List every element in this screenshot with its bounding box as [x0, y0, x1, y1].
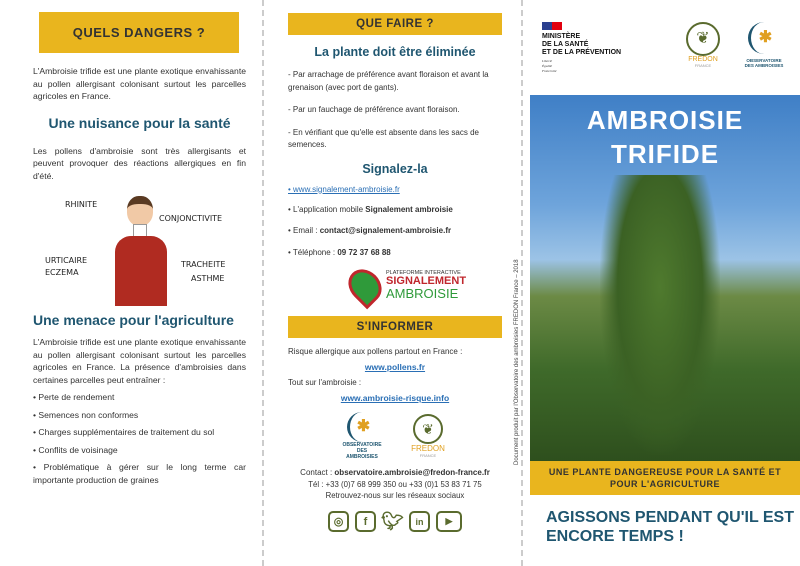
logo-line3: AMBROISIE: [386, 286, 459, 302]
label-asthme: ASTHME: [191, 274, 225, 283]
partner-logos: [288, 411, 502, 461]
agri-title: Une menace pour l'agriculture: [33, 312, 234, 328]
person-illustration: [115, 194, 167, 304]
signal-title: Signalez-la: [362, 161, 428, 176]
motto-line: Liberté: [542, 59, 553, 63]
health-title: Une nuisance pour la santé: [48, 114, 231, 131]
contact-email[interactable]: observatoire.ambroisie@fredon-france.fr: [334, 467, 490, 477]
youtube-icon[interactable]: ▶: [436, 511, 462, 532]
agri-text: L'Ambroisie trifide est une plante exotique envahissante au pollen allergisant colonisant surtout les parcelles agricoles en France. La présence d'ambroisies dans certaines parcelles peut entraîner :: [33, 337, 246, 385]
elim-3: - En vérifiant que qu'elle est absente dans les sacs de semences.: [288, 127, 479, 149]
contact-prefix: Contact :: [300, 467, 335, 477]
fredon-cover-logo: ❦ FREDON FRANCE: [686, 22, 720, 68]
elim-2: - Par un fauchage de préférence avant floraison.: [288, 105, 460, 114]
panel-que-faire: [268, 0, 518, 566]
app-prefix: • L'application mobile: [288, 205, 366, 214]
twitter-icon[interactable]: 🐦︎: [381, 511, 404, 531]
observatoire-cover-logo: ✱ OBSERVATOIRE DES AMBROISIES: [742, 22, 786, 68]
label-conjonctivite: CONJONCTIVITE: [159, 214, 223, 223]
signalement-logo: [350, 268, 518, 304]
contact-tel: Tél : +33 (0)7 68 999 350 ou +33 (0)1 53 83 71 75: [308, 480, 482, 489]
list-item: • Perte de rendement: [33, 392, 115, 402]
motto-line: Égalité: [542, 64, 553, 68]
list-item: • Charges supplémentaires de traitement du sol: [33, 427, 215, 437]
french-flag-icon: [542, 22, 562, 30]
risk-text: Risque allergique aux pollens partout en France :: [288, 346, 463, 356]
ministry-logo: [542, 22, 621, 74]
label-eczema: ECZEMA: [45, 268, 79, 277]
elim-title: La plante doit être éliminée: [314, 45, 476, 59]
instagram-icon[interactable]: ◎: [328, 511, 349, 532]
ministry-line: DE LA SANTÉ: [542, 41, 589, 48]
allergy-illustration: [33, 194, 246, 304]
motto-line: Fraternité: [542, 69, 557, 73]
cover-cta: AGISSONS PENDANT QU'IL EST ENCORE TEMPS !: [546, 509, 794, 545]
list-item: • Semences non conformes: [33, 409, 139, 420]
dangers-title: QUELS DANGERS ?: [39, 12, 239, 53]
logo-line2: SIGNALEMENT: [386, 275, 467, 288]
risque-link[interactable]: www.ambroisie-risque.info: [340, 393, 450, 403]
signalement-link[interactable]: • www.signalement-ambroisie.fr: [288, 184, 400, 194]
label-rhinite: RHINITE: [65, 200, 98, 209]
cover-title-line1: AMBROISIE: [586, 105, 744, 135]
ministry-line: MINISTÈRE: [542, 33, 581, 40]
cover-title-line2: TRIFIDE: [610, 139, 720, 169]
observatoire-logo: ✱ OBSERVATOIRE DES AMBROISIES: [343, 411, 381, 461]
label-urticaire: URTICAIRE: [45, 256, 88, 265]
panel-dangers: [0, 0, 262, 566]
informer-title: S'INFORMER: [288, 316, 502, 338]
pollens-link[interactable]: www.pollens.fr: [364, 362, 426, 372]
fredon-logo: ❦ FREDON FRANCE: [409, 411, 447, 461]
linkedin-icon[interactable]: in: [409, 511, 430, 532]
list-item: • Problématique à gérer sur le long terme car importante production de graines: [33, 462, 246, 485]
cover-band: UNE PLANTE DANGEREUSE POUR LA SANTÉ ET POUR L'AGRICULTURE: [530, 461, 800, 495]
elim-1: - Par arrachage de préférence avant floraison et avant la grenaison (avec port de gants).: [288, 70, 489, 92]
credit-text: Document produit par l'Observatoire des ambroisies FREDON France – 2018: [514, 259, 520, 465]
email-prefix: • Email :: [288, 225, 320, 235]
ambroisie-leaf-icon: [342, 262, 389, 309]
list-item: • Conflits de voisinage: [33, 444, 118, 455]
panel-cover: [530, 0, 800, 566]
agri-list: [33, 391, 246, 486]
social-text: Retrouvez-nous sur les réseaux sociaux: [325, 491, 465, 500]
que-faire-title: QUE FAIRE ?: [288, 13, 502, 35]
logo-line1: PLATEFORME INTERACTIVE: [386, 269, 461, 276]
tout-text: Tout sur l'ambroisie :: [288, 377, 362, 387]
social-icons: [288, 511, 502, 532]
dangers-intro: L'Ambroisie trifide est une plante exotique envahissante au pollen allergisant colonisant surtout les parcelles agricoles en France.: [33, 66, 246, 101]
label-tracheite: TRACHEITE: [181, 260, 226, 269]
ministry-line: ET DE LA PRÉVENTION: [542, 49, 622, 56]
email-link[interactable]: contact@signalement-ambroisie.fr: [319, 225, 452, 235]
facebook-icon[interactable]: f: [355, 511, 376, 532]
tel-number: 09 72 37 68 88: [337, 248, 391, 257]
health-text: Les pollens d'ambroisie sont très allergisants et peuvent provoquer des réactions allergiques en fin d'été.: [33, 145, 246, 181]
app-name: Signalement ambroisie: [365, 205, 453, 214]
tel-prefix: • Téléphone :: [288, 248, 338, 257]
